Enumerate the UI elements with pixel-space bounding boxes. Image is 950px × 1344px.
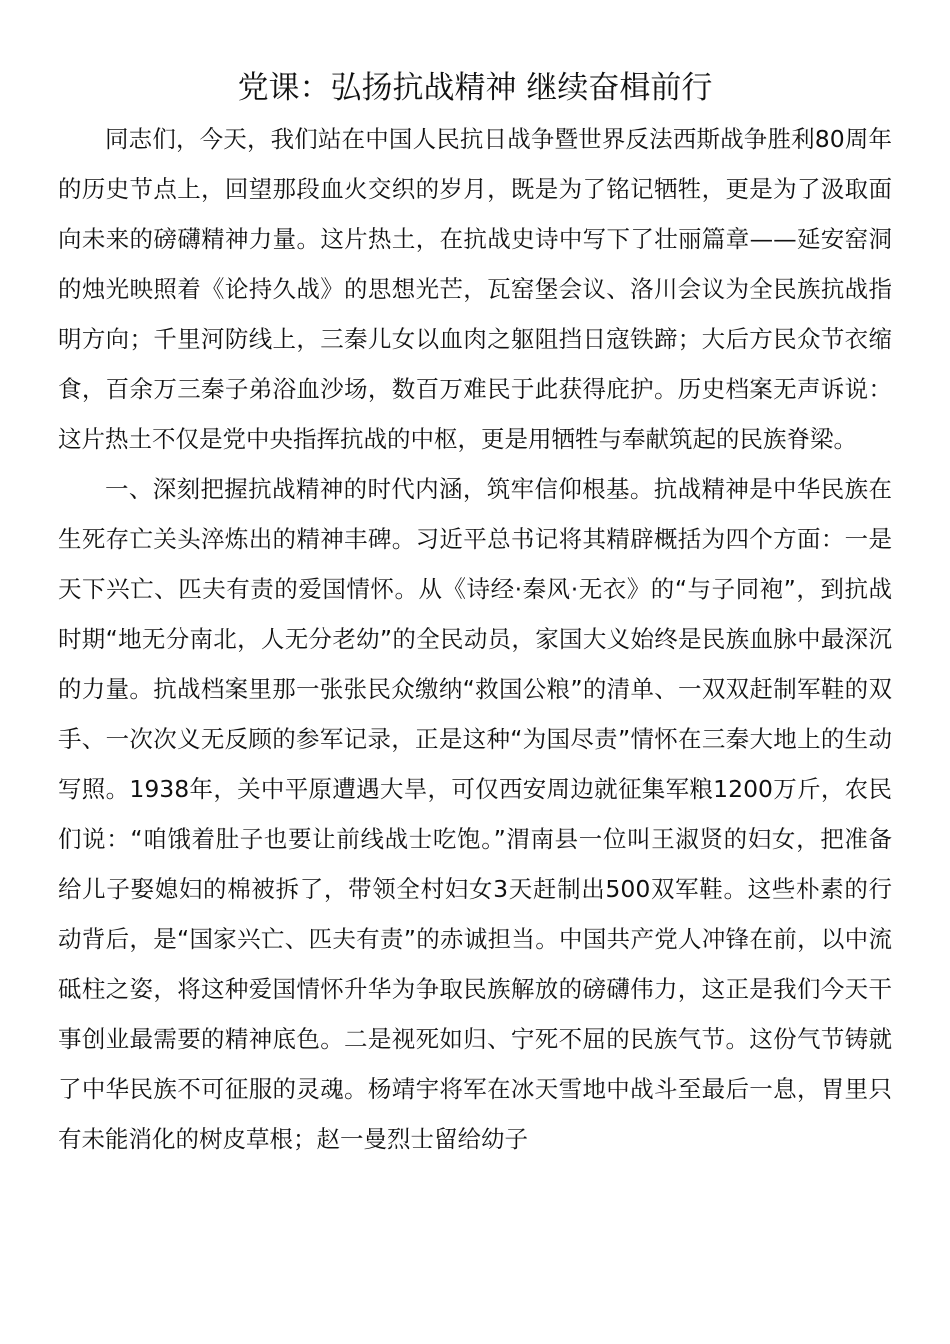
document-page [58, 68, 892, 1164]
document-title: 党课：弘扬抗战精神 继续奋楫前行 [237, 70, 713, 106]
paragraph-opening: 同志们，今天，我们站在中国人民抗日战争暨世界反法西斯战争胜利80周年的历史节点上，回望那段血火交织的岁月，既是为了铭记牺牲，更是为了汲取面向未来的磅礴精神力量。这片热土，在抗战史诗中写下了壮丽篇章——延安窑洞的烛光映照着《论持久战》的思想光芒，瓦窑堡会议、洛川会议为全民族抗战指明方向；千里河防线上，三秦儿女以血肉之躯阻挡日寇铁蹄；大后方民众节衣缩食，百余万三秦子弟浴血沙场，数百万难民于此获得庇护。历史档案无声诉说：这片热土不仅是党中央指挥抗战的中枢，更是用牺牲与奉献筑起的民族脊梁。 [58, 125, 892, 453]
paragraph-section-one: 一、深刻把握抗战精神的时代内涵，筑牢信仰根基。抗战精神是中华民族在生死存亡关头淬炼出的精神丰碑。习近平总书记将其精辟概括为四个方面：一是天下兴亡、匹夫有责的爱国情怀。从《诗经·秦风·无衣》的“与子同袍”，到抗战时期“地无分南北，人无分老幼”的全民动员，家国大义始终是民族血脉中最深沉的力量。抗战档案里那一张张民众缴纳“救国公粮”的清单、一双双赶制军鞋的双手、一次次义无反顾的参军记录，正是这种“为国尽责”情怀在三秦大地上的生动写照。1938年，关中平原遭遇大旱，可仅西安周边就征集军粮1200万斤，农民们说：“咱饿着肚子也要让前线战士吃饱。”渭南县一位叫王淑贤的妇女，把准备给儿子娶媳妇的棉被拆了，带领全村妇女3天赶制出500双军鞋。这些朴素的行动背后，是“国家兴亡、匹夫有责”的赤诚担当。中国共产党人冲锋在前，以中流砥柱之姿，将这种爱国情怀升华为争取民族解放的磅礴伟力，这正是我们今天干事创业最需要的精神底色。二是视死如归、宁死不屈的民族气节。这份气节铸就了中华民族不可征服的灵魂。杨靖宇将军在冰天雪地中战斗至最后一息，胃里只有未能消化的树皮草根；赵一曼烈士留给幼子 [58, 475, 892, 1153]
